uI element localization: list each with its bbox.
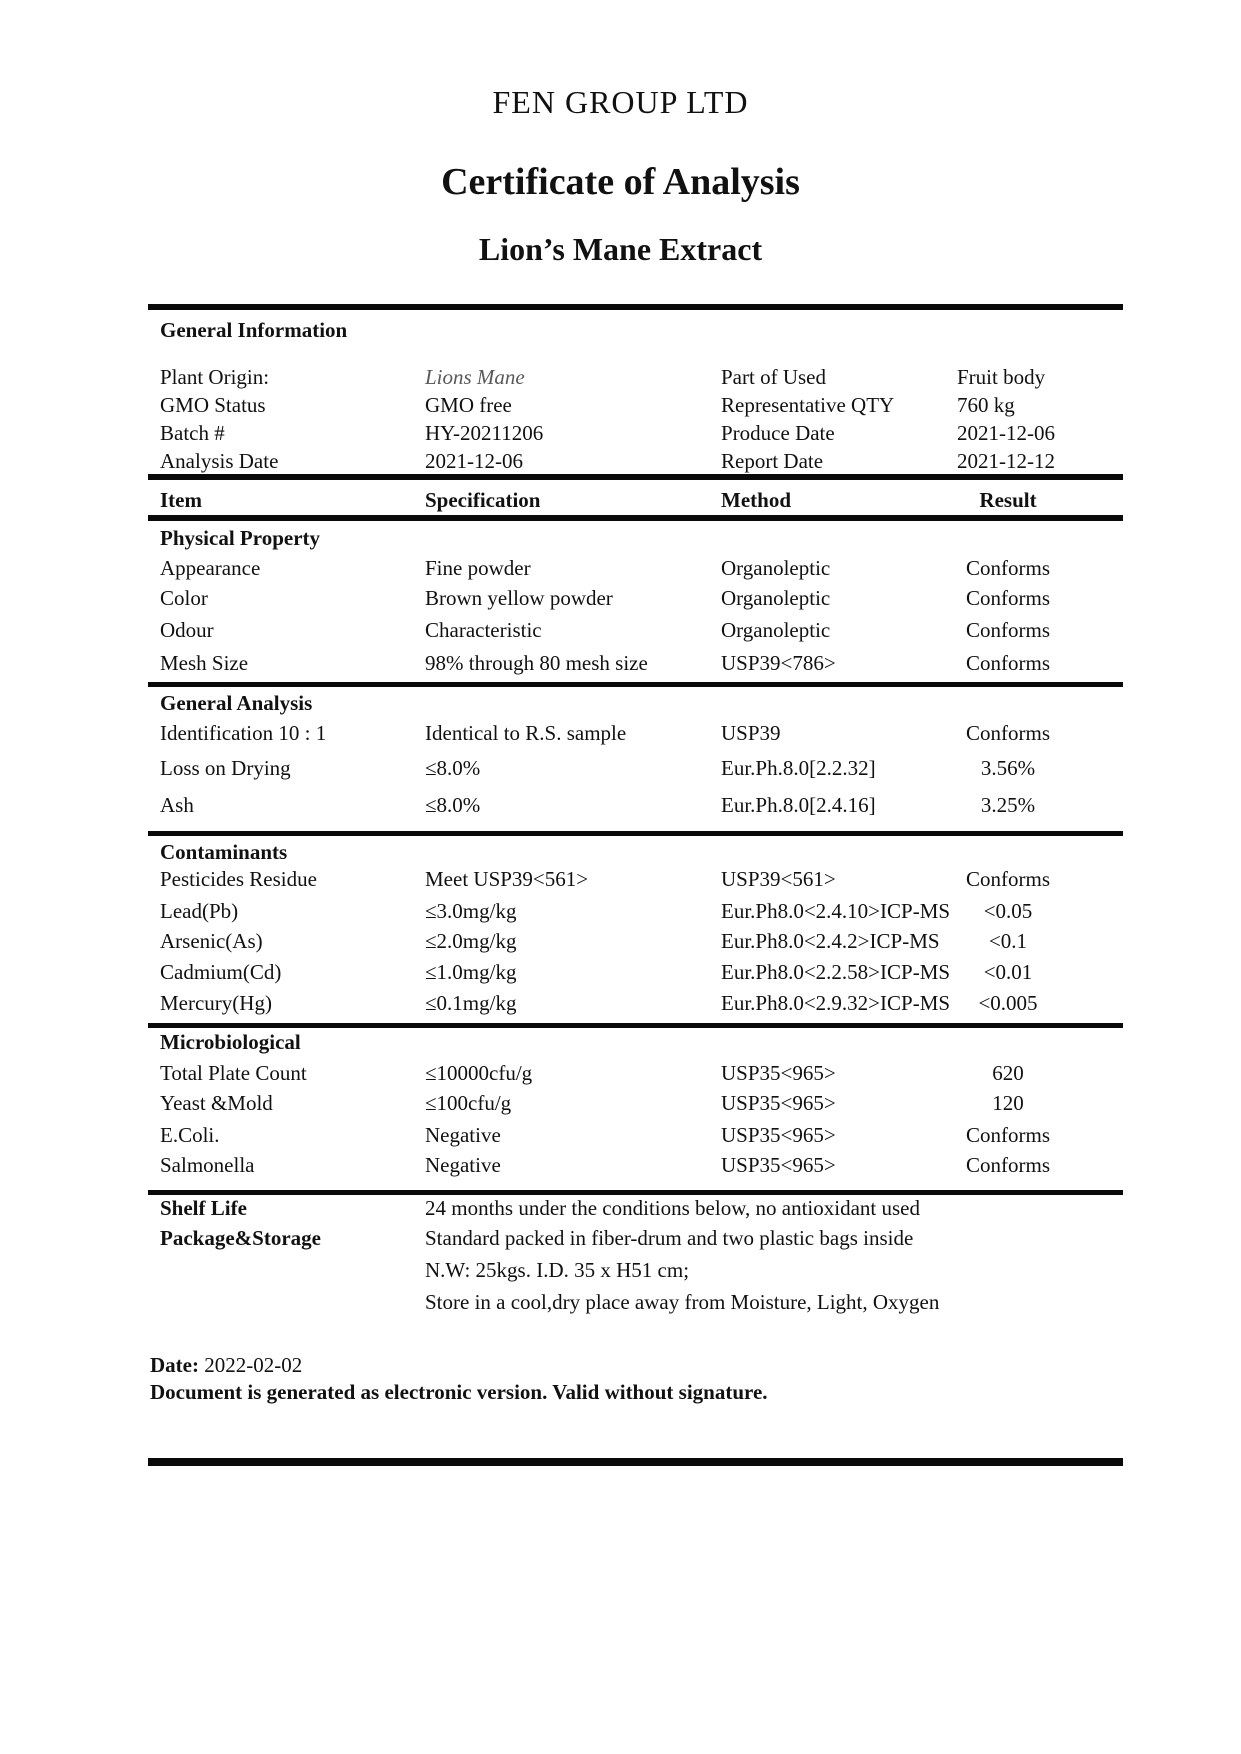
cell-item: Arsenic(As) xyxy=(160,929,263,953)
cell-item: Total Plate Count xyxy=(160,1061,307,1085)
field-label: GMO Status xyxy=(160,393,266,417)
cell-method: USP39<561> xyxy=(721,867,836,891)
company-name: FEN GROUP LTD xyxy=(492,84,749,120)
cell-method: Organoleptic xyxy=(721,556,831,580)
cell-method: Eur.Ph8.0<2.9.32>ICP-MS xyxy=(721,991,951,1015)
cell-specification: ≤10000cfu/g xyxy=(425,1061,533,1085)
section-physical-property xyxy=(148,526,1123,552)
table-row-mercury xyxy=(148,991,1123,1017)
section-microbiological xyxy=(148,1030,1123,1056)
cell-result: Conforms xyxy=(966,721,1050,745)
cell-item: Pesticides Residue xyxy=(160,867,317,891)
general-info-row-analysis-date xyxy=(148,449,1123,475)
cell-specification: Negative xyxy=(425,1123,501,1147)
field-value: 2021-12-12 xyxy=(957,449,1055,473)
table-row-lead xyxy=(148,899,1123,925)
section-title-general-information: General Information xyxy=(160,318,348,342)
cell-result: <0.05 xyxy=(983,899,1033,923)
cell-item: Mercury(Hg) xyxy=(160,991,272,1015)
cell-method: USP35<965> xyxy=(721,1091,836,1115)
shelf-life-row xyxy=(148,1196,1123,1222)
cell-method: Eur.Ph8.0<2.4.2>ICP-MS xyxy=(721,929,940,953)
general-info-row-batch xyxy=(148,421,1123,447)
field-value: HY-20211206 xyxy=(425,421,544,445)
table-row-color xyxy=(148,586,1123,612)
cell-specification: Identical to R.S. sample xyxy=(425,721,627,745)
column-header-specification: Specification xyxy=(425,488,541,512)
cell-result: Conforms xyxy=(966,618,1050,642)
cell-method: USP39 xyxy=(721,721,781,745)
cell-result: Conforms xyxy=(966,586,1050,610)
cell-result: 3.25% xyxy=(980,793,1036,817)
rule-above-microbiological xyxy=(148,1023,1123,1028)
table-row-yeast-mold xyxy=(148,1091,1123,1117)
cell-result: Conforms xyxy=(966,651,1050,675)
section-title: Physical Property xyxy=(160,526,321,550)
cell-method: USP39<786> xyxy=(721,651,836,675)
column-header-method: Method xyxy=(721,488,791,512)
cell-method: USP35<965> xyxy=(721,1153,836,1177)
cell-specification: 98% through 80 mesh size xyxy=(425,651,648,675)
table-row-odour xyxy=(148,618,1123,644)
cell-result: 3.56% xyxy=(980,756,1036,780)
section-general-analysis xyxy=(148,691,1123,717)
cell-result: <0.1 xyxy=(988,929,1028,953)
table-row-cadmium xyxy=(148,960,1123,986)
field-label: Analysis Date xyxy=(160,449,279,473)
cell-item: Appearance xyxy=(160,556,261,580)
cell-specification: ≤0.1mg/kg xyxy=(425,991,517,1015)
table-header-row xyxy=(148,488,1123,514)
cell-item: Identification 10 : 1 xyxy=(160,721,327,745)
cell-result: Conforms xyxy=(966,556,1050,580)
cell-result: Conforms xyxy=(966,1123,1050,1147)
cell-specification: ≤1.0mg/kg xyxy=(425,960,517,984)
field-label: Produce Date xyxy=(721,421,835,445)
shelf-life-label: Shelf Life xyxy=(160,1196,247,1220)
cell-result: Conforms xyxy=(966,1153,1050,1177)
cell-result: <0.005 xyxy=(978,991,1038,1015)
cell-item: Yeast &Mold xyxy=(160,1091,273,1115)
cell-specification: Negative xyxy=(425,1153,501,1177)
general-info-row-gmo-status xyxy=(148,393,1123,419)
cell-item: Lead(Pb) xyxy=(160,899,239,923)
field-label: Part of Used xyxy=(721,365,826,389)
cell-item: Loss on Drying xyxy=(160,756,291,780)
field-value: Fruit body xyxy=(957,365,1046,389)
rule-bottom xyxy=(148,1458,1123,1466)
footer-date-row xyxy=(150,1353,302,1377)
cell-method: Organoleptic xyxy=(721,586,831,610)
rule-below-column-headers xyxy=(148,515,1123,521)
table-row-appearance xyxy=(148,556,1123,582)
rule-above-general-analysis xyxy=(148,682,1123,687)
cell-method: USP35<965> xyxy=(721,1061,836,1085)
rule-above-contaminants xyxy=(148,831,1123,836)
package-storage-row3 xyxy=(148,1290,1123,1316)
table-row-total-plate-count xyxy=(148,1061,1123,1087)
date-label: Date: xyxy=(150,1353,199,1377)
cell-specification: ≤8.0% xyxy=(425,793,481,817)
cell-specification: ≤2.0mg/kg xyxy=(425,929,517,953)
column-header-item: Item xyxy=(160,488,202,512)
cell-result: <0.01 xyxy=(983,960,1033,984)
table-row-pesticides xyxy=(148,867,1123,893)
section-contaminants xyxy=(148,840,1123,866)
cell-method: USP35<965> xyxy=(721,1123,836,1147)
table-row-ash xyxy=(148,793,1123,819)
cell-method: Organoleptic xyxy=(721,618,831,642)
section-title: General Analysis xyxy=(160,691,313,715)
package-storage-line: N.W: 25kgs. I.D. 35 x H51 cm; xyxy=(425,1258,690,1282)
package-storage-row2 xyxy=(148,1258,1123,1284)
shelf-life-value: 24 months under the conditions below, no antioxidant used xyxy=(425,1196,920,1220)
cell-specification: ≤100cfu/g xyxy=(425,1091,512,1115)
field-label: Representative QTY xyxy=(721,393,895,417)
package-storage-row xyxy=(148,1226,1123,1252)
cell-result: 620 xyxy=(992,1061,1024,1085)
cell-specification: ≤3.0mg/kg xyxy=(425,899,517,923)
package-storage-line: Standard packed in fiber-drum and two plastic bags inside xyxy=(425,1226,914,1250)
field-value: Lions Mane xyxy=(425,365,525,389)
cell-method: Eur.Ph8.0<2.4.10>ICP-MS xyxy=(721,899,951,923)
field-value: 760 kg xyxy=(957,393,1015,417)
field-value: 2021-12-06 xyxy=(425,449,523,473)
general-info-row-plant-origin xyxy=(148,365,1123,391)
table-row-salmonella xyxy=(148,1153,1123,1179)
package-storage-line: Store in a cool,dry place away from Moisture, Light, Oxygen xyxy=(425,1290,940,1314)
cell-item: Mesh Size xyxy=(160,651,249,675)
cell-method: Eur.Ph8.0<2.2.58>ICP-MS xyxy=(721,960,951,984)
section-title: Microbiological xyxy=(160,1030,301,1054)
field-label: Plant Origin: xyxy=(160,365,270,389)
table-row-identification xyxy=(148,721,1123,747)
cell-specification: Characteristic xyxy=(425,618,542,642)
cell-method: Eur.Ph.8.0[2.2.32] xyxy=(721,756,876,780)
column-header-result: Result xyxy=(979,488,1037,512)
cell-item: E.Coli. xyxy=(160,1123,220,1147)
rule-top xyxy=(148,304,1123,310)
cell-specification: Meet USP39<561> xyxy=(425,867,589,891)
field-label: Report Date xyxy=(721,449,824,473)
table-row-ecoli xyxy=(148,1123,1123,1149)
general-information-section xyxy=(148,318,1123,344)
table-row-mesh-size xyxy=(148,651,1123,677)
table-row-loss-on-drying xyxy=(148,756,1123,782)
cell-specification: ≤8.0% xyxy=(425,756,481,780)
cell-item: Cadmium(Cd) xyxy=(160,960,282,984)
field-label: Batch # xyxy=(160,421,225,445)
cell-item: Odour xyxy=(160,618,214,642)
cell-method: Eur.Ph.8.0[2.4.16] xyxy=(721,793,876,817)
document-title: Certificate of Analysis xyxy=(441,161,800,203)
cell-item: Ash xyxy=(160,793,194,817)
field-value: 2021-12-06 xyxy=(957,421,1055,445)
section-title: Contaminants xyxy=(160,840,288,864)
product-name: Lion’s Mane Extract xyxy=(478,231,763,267)
footer-disclaimer: Document is generated as electronic version. Valid without signature. xyxy=(150,1380,768,1404)
field-value: GMO free xyxy=(425,393,512,417)
date-value: 2022-02-02 xyxy=(204,1353,303,1377)
cell-specification: Fine powder xyxy=(425,556,531,580)
cell-result: 120 xyxy=(992,1091,1024,1115)
rule-above-shelf-life xyxy=(148,1190,1123,1195)
cell-result: Conforms xyxy=(966,867,1050,891)
cell-specification: Brown yellow powder xyxy=(425,586,613,610)
cell-item: Color xyxy=(160,586,208,610)
table-row-arsenic xyxy=(148,929,1123,955)
cell-item: Salmonella xyxy=(160,1153,255,1177)
package-storage-label: Package&Storage xyxy=(160,1226,321,1250)
